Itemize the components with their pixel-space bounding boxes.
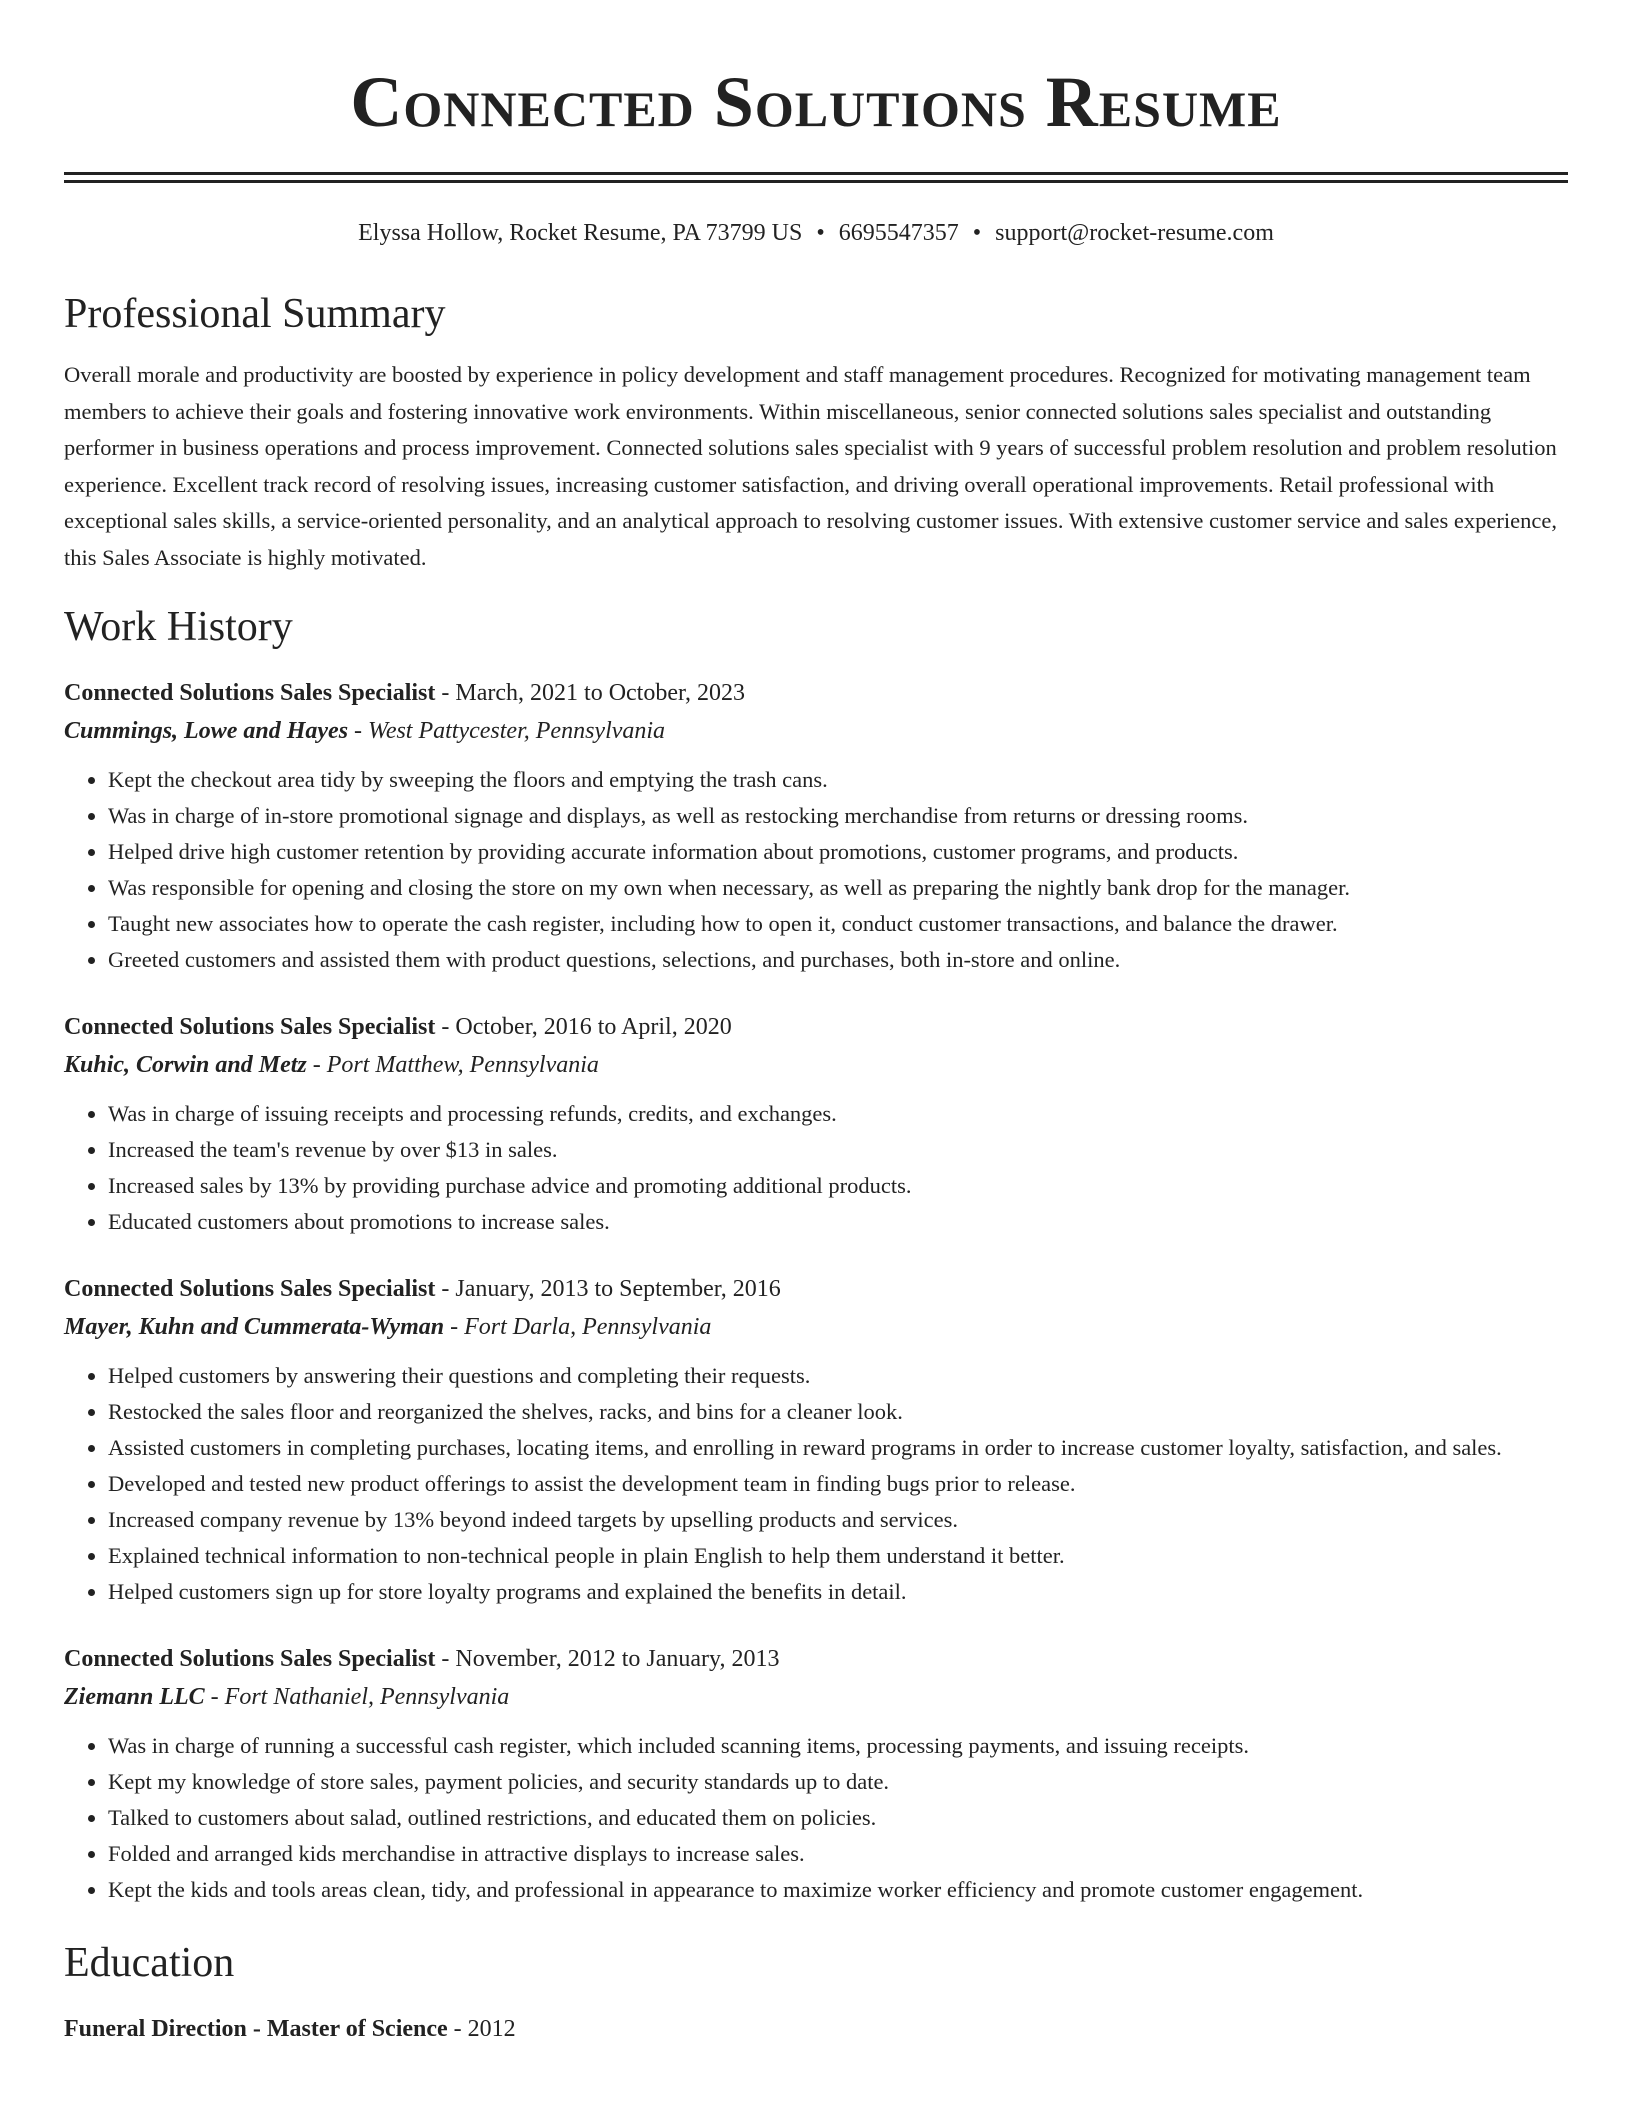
job-company: Cummings, Lowe and Hayes: [64, 718, 349, 744]
job-bullet: • Developed and tested new product offerings to assist the development team in finding bugs prior to release.: [108, 1466, 1568, 1502]
resume-title: Connected Solutions Resume: [350, 62, 1282, 142]
education-degree: Funeral Direction - Master of Science: [64, 2016, 448, 2042]
job-entry: [64, 674, 1568, 978]
job-bullet: • Was in charge of in-store promotional signage and displays, as well as restocking merchandise from returns or dressing rooms.: [108, 798, 1568, 834]
job-title-line: [64, 674, 1568, 712]
education-heading: Education: [64, 1940, 235, 1986]
job-bullet: • Greeted customers and assisted them with product questions, selections, and purchases, both in-store and online.: [108, 942, 1568, 978]
title-double-rule: [64, 172, 1568, 183]
contact-phone: 6695547357: [838, 220, 959, 246]
job-location: - Port Matthew, Pennsylvania: [306, 1052, 599, 1078]
job-bullet: • Assisted customers in completing purchases, locating items, and enrolling in reward programs in order to increase customer loyalty, satisfaction, and sales.: [108, 1430, 1568, 1466]
job-location: - West Pattycester, Pennsylvania: [348, 718, 666, 744]
job-bullet: • Increased company revenue by 13% beyond indeed targets by upselling products and services.: [108, 1502, 1568, 1538]
job-bullet: • Folded and arranged kids merchandise in attractive displays to increase sales.: [108, 1836, 1568, 1872]
job-bullet: • Kept my knowledge of store sales, payment policies, and security standards up to date.: [108, 1764, 1568, 1800]
job-entry: [64, 1008, 1568, 1240]
job-company-line: [64, 712, 1568, 750]
job-bullet: • Kept the kids and tools areas clean, tidy, and professional in appearance to maximize worker efficiency and promote customer engagement.: [108, 1872, 1568, 1908]
job-title-line: [64, 1640, 1568, 1678]
contact-separator: •: [816, 220, 825, 246]
job-bullet: • Helped customers sign up for store loyalty programs and explained the benefits in detail.: [108, 1574, 1568, 1610]
job-dates: - March, 2021 to October, 2023: [435, 680, 746, 706]
job-bullet: • Helped customers by answering their questions and completing their requests.: [108, 1358, 1568, 1394]
work-history-heading: Work History: [64, 604, 293, 650]
job-bullet: • Was responsible for opening and closing the store on my own when necessary, as well as preparing the nightly bank drop for the manager.: [108, 870, 1568, 906]
job-role: Connected Solutions Sales Specialist: [64, 680, 436, 706]
job-title-line: [64, 1008, 1568, 1046]
job-bullet: • Kept the checkout area tidy by sweeping the floors and emptying the trash cans.: [108, 762, 1568, 798]
job-bullets: [64, 1096, 1568, 1240]
job-bullet: • Restocked the sales floor and reorganized the shelves, racks, and bins for a cleaner look.: [108, 1394, 1568, 1430]
job-bullet: • Was in charge of issuing receipts and processing refunds, credits, and exchanges.: [108, 1096, 1568, 1132]
summary-text: Overall morale and productivity are boosted by experience in policy development and staff management procedures. Recognized for motivating management team members to achieve their goals and fostering innovative work environments. Within miscellaneous, senior connected solutions sales specialist and outstanding performer in business operations and process improvement. Connected solutions sales specialist with 9 years of successful problem resolution and problem resolution experience. Excellent track record of resolving issues, increasing customer satisfaction, and driving overall operational improvements. Retail professional with exceptional sales skills, a service-oriented personality, and an analytical approach to resolving customer issues. With extensive customer service and sales experience, this Sales Associate is highly motivated.: [64, 362, 1557, 570]
summary-heading: Professional Summary: [64, 291, 446, 337]
job-role: Connected Solutions Sales Specialist: [64, 1646, 436, 1672]
job-location: - Fort Darla, Pennsylvania: [444, 1314, 712, 1340]
education-entry: [64, 2010, 1568, 2048]
education-year: - 2012: [447, 2016, 516, 2042]
job-bullet: • Explained technical information to non-technical people in plain English to help them understand it better.: [108, 1538, 1568, 1574]
job-company: Mayer, Kuhn and Cummerata-Wyman: [64, 1314, 445, 1340]
job-dates: - January, 2013 to September, 2016: [435, 1276, 781, 1302]
job-bullets: [64, 1728, 1568, 1908]
job-location: - Fort Nathaniel, Pennsylvania: [204, 1684, 510, 1710]
job-bullet: • Helped drive high customer retention by providing accurate information about promotions, customer programs, and products.: [108, 834, 1568, 870]
job-company: Ziemann LLC: [64, 1684, 205, 1710]
contact-line: [64, 217, 1568, 249]
job-bullet: • Was in charge of running a successful cash register, which included scanning items, processing payments, and issuing receipts.: [108, 1728, 1568, 1764]
job-bullet: • Talked to customers about salad, outlined restrictions, and educated them on policies.: [108, 1800, 1568, 1836]
job-entry: [64, 1640, 1568, 1908]
job-role: Connected Solutions Sales Specialist: [64, 1014, 436, 1040]
job-company-line: [64, 1046, 1568, 1084]
job-bullets: [64, 762, 1568, 978]
job-company-line: [64, 1308, 1568, 1346]
job-role: Connected Solutions Sales Specialist: [64, 1276, 436, 1302]
job-bullet: • Increased sales by 13% by providing purchase advice and promoting additional products.: [108, 1168, 1568, 1204]
job-dates: - November, 2012 to January, 2013: [435, 1646, 780, 1672]
job-dates: - October, 2016 to April, 2020: [435, 1014, 732, 1040]
job-bullets: [64, 1358, 1568, 1610]
job-bullet: • Educated customers about promotions to increase sales.: [108, 1204, 1568, 1240]
job-bullet: • Taught new associates how to operate the cash register, including how to open it, conduct customer transactions, and balance the drawer.: [108, 906, 1568, 942]
job-bullet: • Increased the team's revenue by over $13 in sales.: [108, 1132, 1568, 1168]
job-company: Kuhic, Corwin and Metz: [64, 1052, 307, 1078]
job-title-line: [64, 1270, 1568, 1308]
contact-separator: •: [972, 220, 982, 246]
contact-address: Elyssa Hollow, Rocket Resume, PA 73799 US: [358, 220, 803, 246]
job-company-line: [64, 1678, 1568, 1716]
job-entry: [64, 1270, 1568, 1610]
contact-email: support@rocket-resume.com: [995, 220, 1274, 246]
